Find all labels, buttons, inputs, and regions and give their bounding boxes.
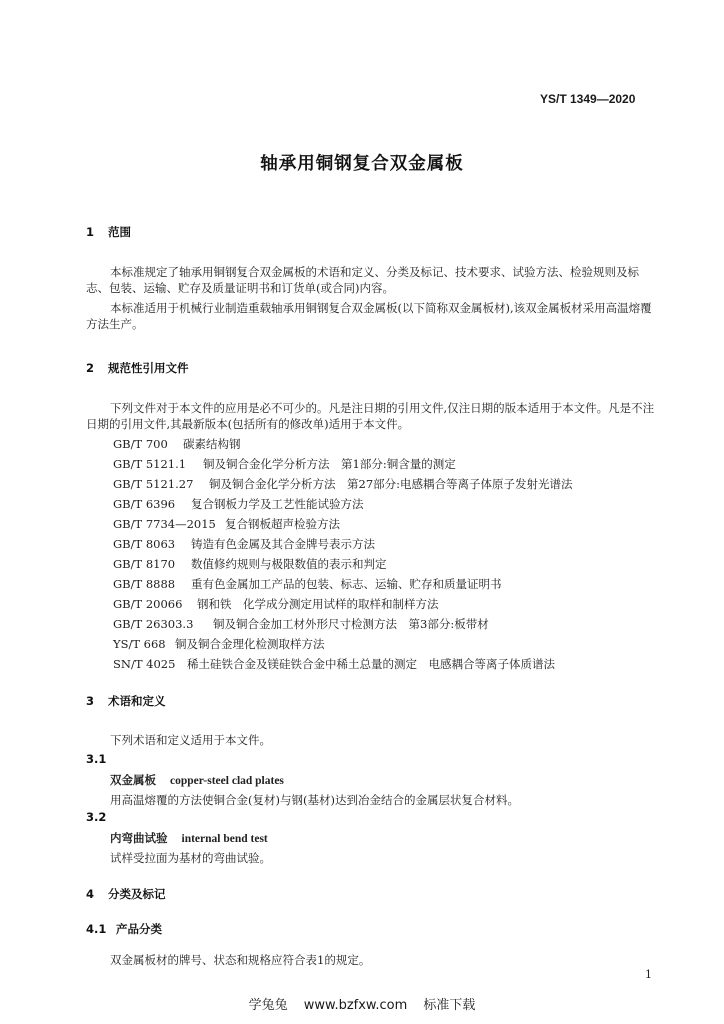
section-number: 2 [86, 361, 95, 375]
reference-item [113, 556, 387, 572]
section-number: 4 [86, 887, 95, 901]
footer-url[interactable]: www.bzfxw.com [303, 998, 408, 1013]
reference-title: 铜及铜合金加工材外形尺寸检测方法 第3部分:板带材 [213, 617, 489, 631]
reference-code: GB/T 20066 [113, 597, 183, 611]
section-title: 范围 [108, 225, 131, 239]
footer-watermark [0, 994, 724, 1013]
section-4-heading [86, 886, 166, 902]
section-number: 3 [86, 694, 95, 708]
references-intro: 下列文件对于本文件的应用是必不可少的。凡是注日期的引用文件,仅注日期的版本适用于本文件。凡是不注日期的引用文件,其最新版本(包括所有的修改单)适用于本文件。 [86, 401, 655, 431]
reference-title: 稀土硅铁合金及镁硅铁合金中稀土总量的测定 电感耦合等离子体质谱法 [187, 657, 555, 671]
section-number: 1 [86, 225, 95, 239]
scope-paragraph-2: 本标准适用于机械行业制造重载轴承用铜钢复合双金属板(以下简称双金属板材),该双金属板材采用高温熔覆方法生产。 [86, 301, 652, 331]
section-2-heading [86, 360, 189, 376]
terms-intro: 下列术语和定义适用于本文件。 [110, 733, 271, 747]
subsection-title: 产品分类 [116, 922, 162, 936]
reference-item [113, 456, 456, 472]
product-classification-text: 双金属板材的牌号、状态和规格应符合表1的规定。 [110, 953, 371, 967]
section-title: 术语和定义 [108, 694, 166, 708]
reference-item [113, 476, 573, 492]
reference-code: GB/T 8170 [113, 557, 176, 571]
reference-item [113, 496, 364, 512]
reference-item [113, 596, 439, 612]
reference-title: 铜及铜合金理化检测取样方法 [175, 637, 325, 651]
term-chinese: 双金属板 [110, 773, 156, 787]
reference-code: YS/T 668 [113, 637, 166, 651]
reference-code: GB/T 7734—2015 [113, 517, 216, 531]
footer-tagline: 标准下载 [423, 998, 476, 1013]
reference-item [113, 656, 555, 672]
section-1-heading [86, 224, 131, 240]
reference-item [113, 516, 340, 532]
subsection-4-1-heading [86, 921, 162, 937]
reference-item [113, 536, 375, 552]
reference-title: 数值修约规则与极限数值的表示和判定 [191, 557, 387, 571]
reference-item [113, 576, 502, 592]
section-3-heading [86, 693, 166, 709]
reference-title: 复合钢板超声检验方法 [225, 517, 340, 531]
reference-code: GB/T 26303.3 [113, 617, 194, 631]
page-number: 1 [645, 968, 652, 981]
term-chinese: 内弯曲试验 [110, 831, 168, 845]
reference-code: GB/T 6396 [113, 497, 176, 511]
reference-title: 铜及铜合金化学分析方法 第27部分:电感耦合等离子体原子发射光谱法 [209, 477, 573, 491]
reference-title: 重有色金属加工产品的包装、标志、运输、贮存和质量证明书 [191, 577, 502, 591]
reference-item [113, 616, 489, 632]
term-heading [110, 772, 284, 788]
reference-title: 复合钢板力学及工艺性能试验方法 [191, 497, 364, 511]
standard-number: YS/T 1349—2020 [540, 92, 636, 106]
term-number: 3.2 [86, 810, 107, 824]
term-english: copper-steel clad plates [170, 775, 284, 787]
reference-code: GB/T 8063 [113, 537, 176, 551]
section-title: 分类及标记 [108, 887, 166, 901]
reference-title: 铜及铜合金化学分析方法 第1部分:铜含量的测定 [203, 457, 456, 471]
reference-item [113, 636, 325, 652]
term-english: internal bend test [181, 833, 268, 845]
reference-code: GB/T 8888 [113, 577, 176, 591]
reference-item [113, 436, 241, 452]
reference-code: GB/T 5121.1 [113, 457, 187, 471]
term-definition: 用高温熔覆的方法使铜合金(复材)与钢(基材)达到冶金结合的金属层状复合材料。 [110, 793, 519, 807]
reference-title: 碳素结构钢 [183, 437, 241, 451]
section-title: 规范性引用文件 [108, 361, 189, 375]
term-heading [110, 830, 268, 846]
document-title: 轴承用铜钢复合双金属板 [260, 154, 464, 174]
reference-title: 铸造有色金属及其合金牌号表示方法 [191, 537, 375, 551]
footer-site-name: 学兔兔 [248, 998, 288, 1013]
reference-code: GB/T 700 [113, 437, 168, 451]
reference-code: GB/T 5121.27 [113, 477, 194, 491]
term-definition: 试样受拉面为基材的弯曲试验。 [110, 851, 271, 865]
reference-title: 钢和铁 化学成分测定用试样的取样和制样方法 [197, 597, 439, 611]
scope-paragraph-1: 本标准规定了轴承用铜钢复合双金属板的术语和定义、分类及标记、技术要求、试验方法、检验规则及标志、包装、运输、贮存及质量证明书和订货单(或合同)内容。 [86, 265, 639, 295]
subsection-number: 4.1 [86, 922, 107, 936]
reference-code: SN/T 4025 [113, 657, 176, 671]
term-number: 3.1 [86, 752, 107, 766]
